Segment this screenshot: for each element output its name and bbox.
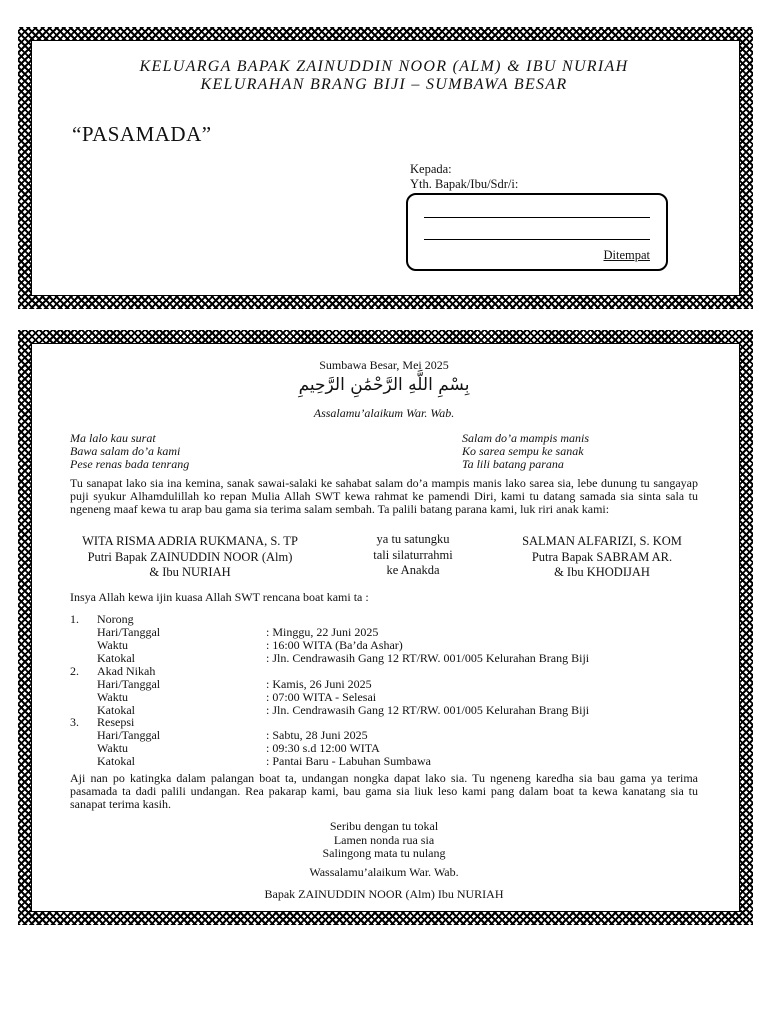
family-name-heading: KELUARGA BAPAK ZAINUDDIN NOOR (ALM) & IBU NURIAH bbox=[139, 58, 629, 75]
recipient-salutation: Yth. Bapak/Ibu/Sdr/i: bbox=[410, 177, 519, 191]
event-label: Katokal bbox=[97, 651, 135, 665]
event-label: Katokal bbox=[97, 754, 135, 768]
event-label: Katokal bbox=[97, 703, 135, 717]
pantun-line: Ta lili batang parana bbox=[462, 457, 564, 472]
pantun-line: Bawa salam do’a kami bbox=[70, 444, 181, 459]
address-line bbox=[424, 217, 650, 218]
connector-block bbox=[338, 532, 488, 579]
pantun-right bbox=[462, 432, 589, 472]
event-label: Waktu bbox=[97, 690, 129, 704]
event-value: : Sabtu, 28 Juni 2025 bbox=[266, 728, 368, 742]
pantun-left bbox=[70, 432, 189, 472]
event-number: 1. bbox=[70, 612, 79, 626]
basmalah: بِسْمِ اللَّهِ الرَّحْمَٰنِ الرَّحِيمِ bbox=[298, 375, 470, 395]
event-label: Hari/Tanggal bbox=[97, 625, 161, 639]
event-value: : Jln. Cendrawasih Gang 12 RT/RW. 001/005 Kelurahan Brang Biji bbox=[266, 703, 590, 717]
event-value: : Minggu, 22 Juni 2025 bbox=[266, 625, 379, 639]
closing-pantun-line: Salingong mata tu nulang bbox=[322, 846, 446, 860]
place-date: Sumbawa Besar, Mei 2025 bbox=[319, 358, 449, 372]
event-label: Waktu bbox=[97, 741, 129, 755]
closing-pantun-line: Seribu dengan tu tokal bbox=[329, 819, 439, 833]
event-value: : Pantai Baru - Labuhan Sumbawa bbox=[266, 754, 431, 768]
address-line bbox=[424, 239, 650, 240]
groom-name: SALMAN ALFARIZI, S. KOM bbox=[522, 534, 682, 548]
family-location-heading: KELURAHAN BRANG BIJI – SUMBAWA BESAR bbox=[200, 76, 568, 93]
pantun-line: Ma lalo kau surat bbox=[70, 431, 156, 445]
event-number: 2. bbox=[70, 664, 79, 678]
kepada-label: Kepada: bbox=[410, 162, 452, 176]
ditempat-label: Ditempat bbox=[603, 248, 650, 262]
event-name: Resepsi bbox=[97, 715, 135, 729]
recipient-address-box bbox=[406, 193, 668, 271]
event-value: : Kamis, 26 Juni 2025 bbox=[266, 677, 372, 691]
connector-line: tali silaturrahmi bbox=[373, 547, 453, 562]
intro-paragraph: Tu sanapat lako sia ina kemina, sanak sawai-salaki ke sahabat salam do’a mampis manis lako sarea sia, lebe dunung tu sangayap puji syukur Alhamdulillah ko repan Mulia Allah SWT kewa rahmat ke pamendi Diri, kami tu datang samada sia sinta sala tu ngeneng maaf kewa tu arap bau gama sia terima salam sembah. Ta palili batang parana kami, luk riri anak kami: bbox=[70, 476, 698, 517]
page-title: “PASAMADA” bbox=[72, 122, 212, 146]
event-number: 3. bbox=[70, 715, 79, 729]
event-label: Hari/Tanggal bbox=[97, 728, 161, 742]
event-value: : 09:30 s.d 12:00 WITA bbox=[266, 741, 380, 755]
pantun-line: Pese renas bada tenrang bbox=[70, 457, 190, 472]
groom-block bbox=[486, 534, 718, 581]
event-name: Akad Nikah bbox=[97, 664, 156, 678]
event-label: Hari/Tanggal bbox=[97, 677, 161, 691]
bride-parent-mother: & Ibu NURIAH bbox=[149, 565, 231, 580]
event-label: Waktu bbox=[97, 638, 129, 652]
connector-line: ke Anakda bbox=[386, 563, 440, 578]
plan-intro: Insya Allah kewa ijin kuasa Allah SWT rencana boat kami ta : bbox=[70, 590, 369, 604]
closing-pantun-line: Lamen nonda rua sia bbox=[333, 832, 435, 847]
bride-name: WITA RISMA ADRIA RUKMANA, S. TP bbox=[82, 534, 298, 548]
bride-parent-father: Putri Bapak ZAINUDDIN NOOR (Alm) bbox=[87, 549, 293, 564]
event-value: : 16:00 WITA (Ba’da Ashar) bbox=[266, 638, 403, 652]
event-value: : Jln. Cendrawasih Gang 12 RT/RW. 001/005 Kelurahan Brang Biji bbox=[266, 651, 590, 665]
groom-parent-mother: & Ibu KHODIJAH bbox=[554, 565, 650, 580]
greeting: Assalamu’alaikum War. Wab. bbox=[313, 406, 455, 420]
pantun-line: Salam do’a mampis manis bbox=[462, 431, 590, 445]
pantun-line: Ko sarea sempu ke sanak bbox=[462, 444, 584, 459]
closing-paragraph: Aji nan po katingka dalam palangan boat ta, undangan nongka dapat lako sia. Tu ngeneng karedha sia bau gama ya terima pasamada ta dadi palili undangan. Rea pakarap kami, bau gama sia liuk leso kami pang dalam boat ta kewa kanatang sia tu sanapat terima kasih. bbox=[70, 771, 698, 812]
closing-pantun bbox=[0, 820, 768, 861]
event-value: : 07:00 WITA - Selesai bbox=[266, 690, 377, 704]
connector-line: ya tu satungku bbox=[376, 532, 450, 546]
signature: Bapak ZAINUDDIN NOOR (Alm) Ibu NURIAH bbox=[264, 887, 504, 901]
bride-block bbox=[62, 534, 318, 581]
groom-parent-father: Putra Bapak SABRAM AR. bbox=[531, 549, 673, 564]
event-name: Norong bbox=[97, 612, 134, 626]
farewell: Wassalamu’alaikum War. Wab. bbox=[309, 865, 459, 879]
